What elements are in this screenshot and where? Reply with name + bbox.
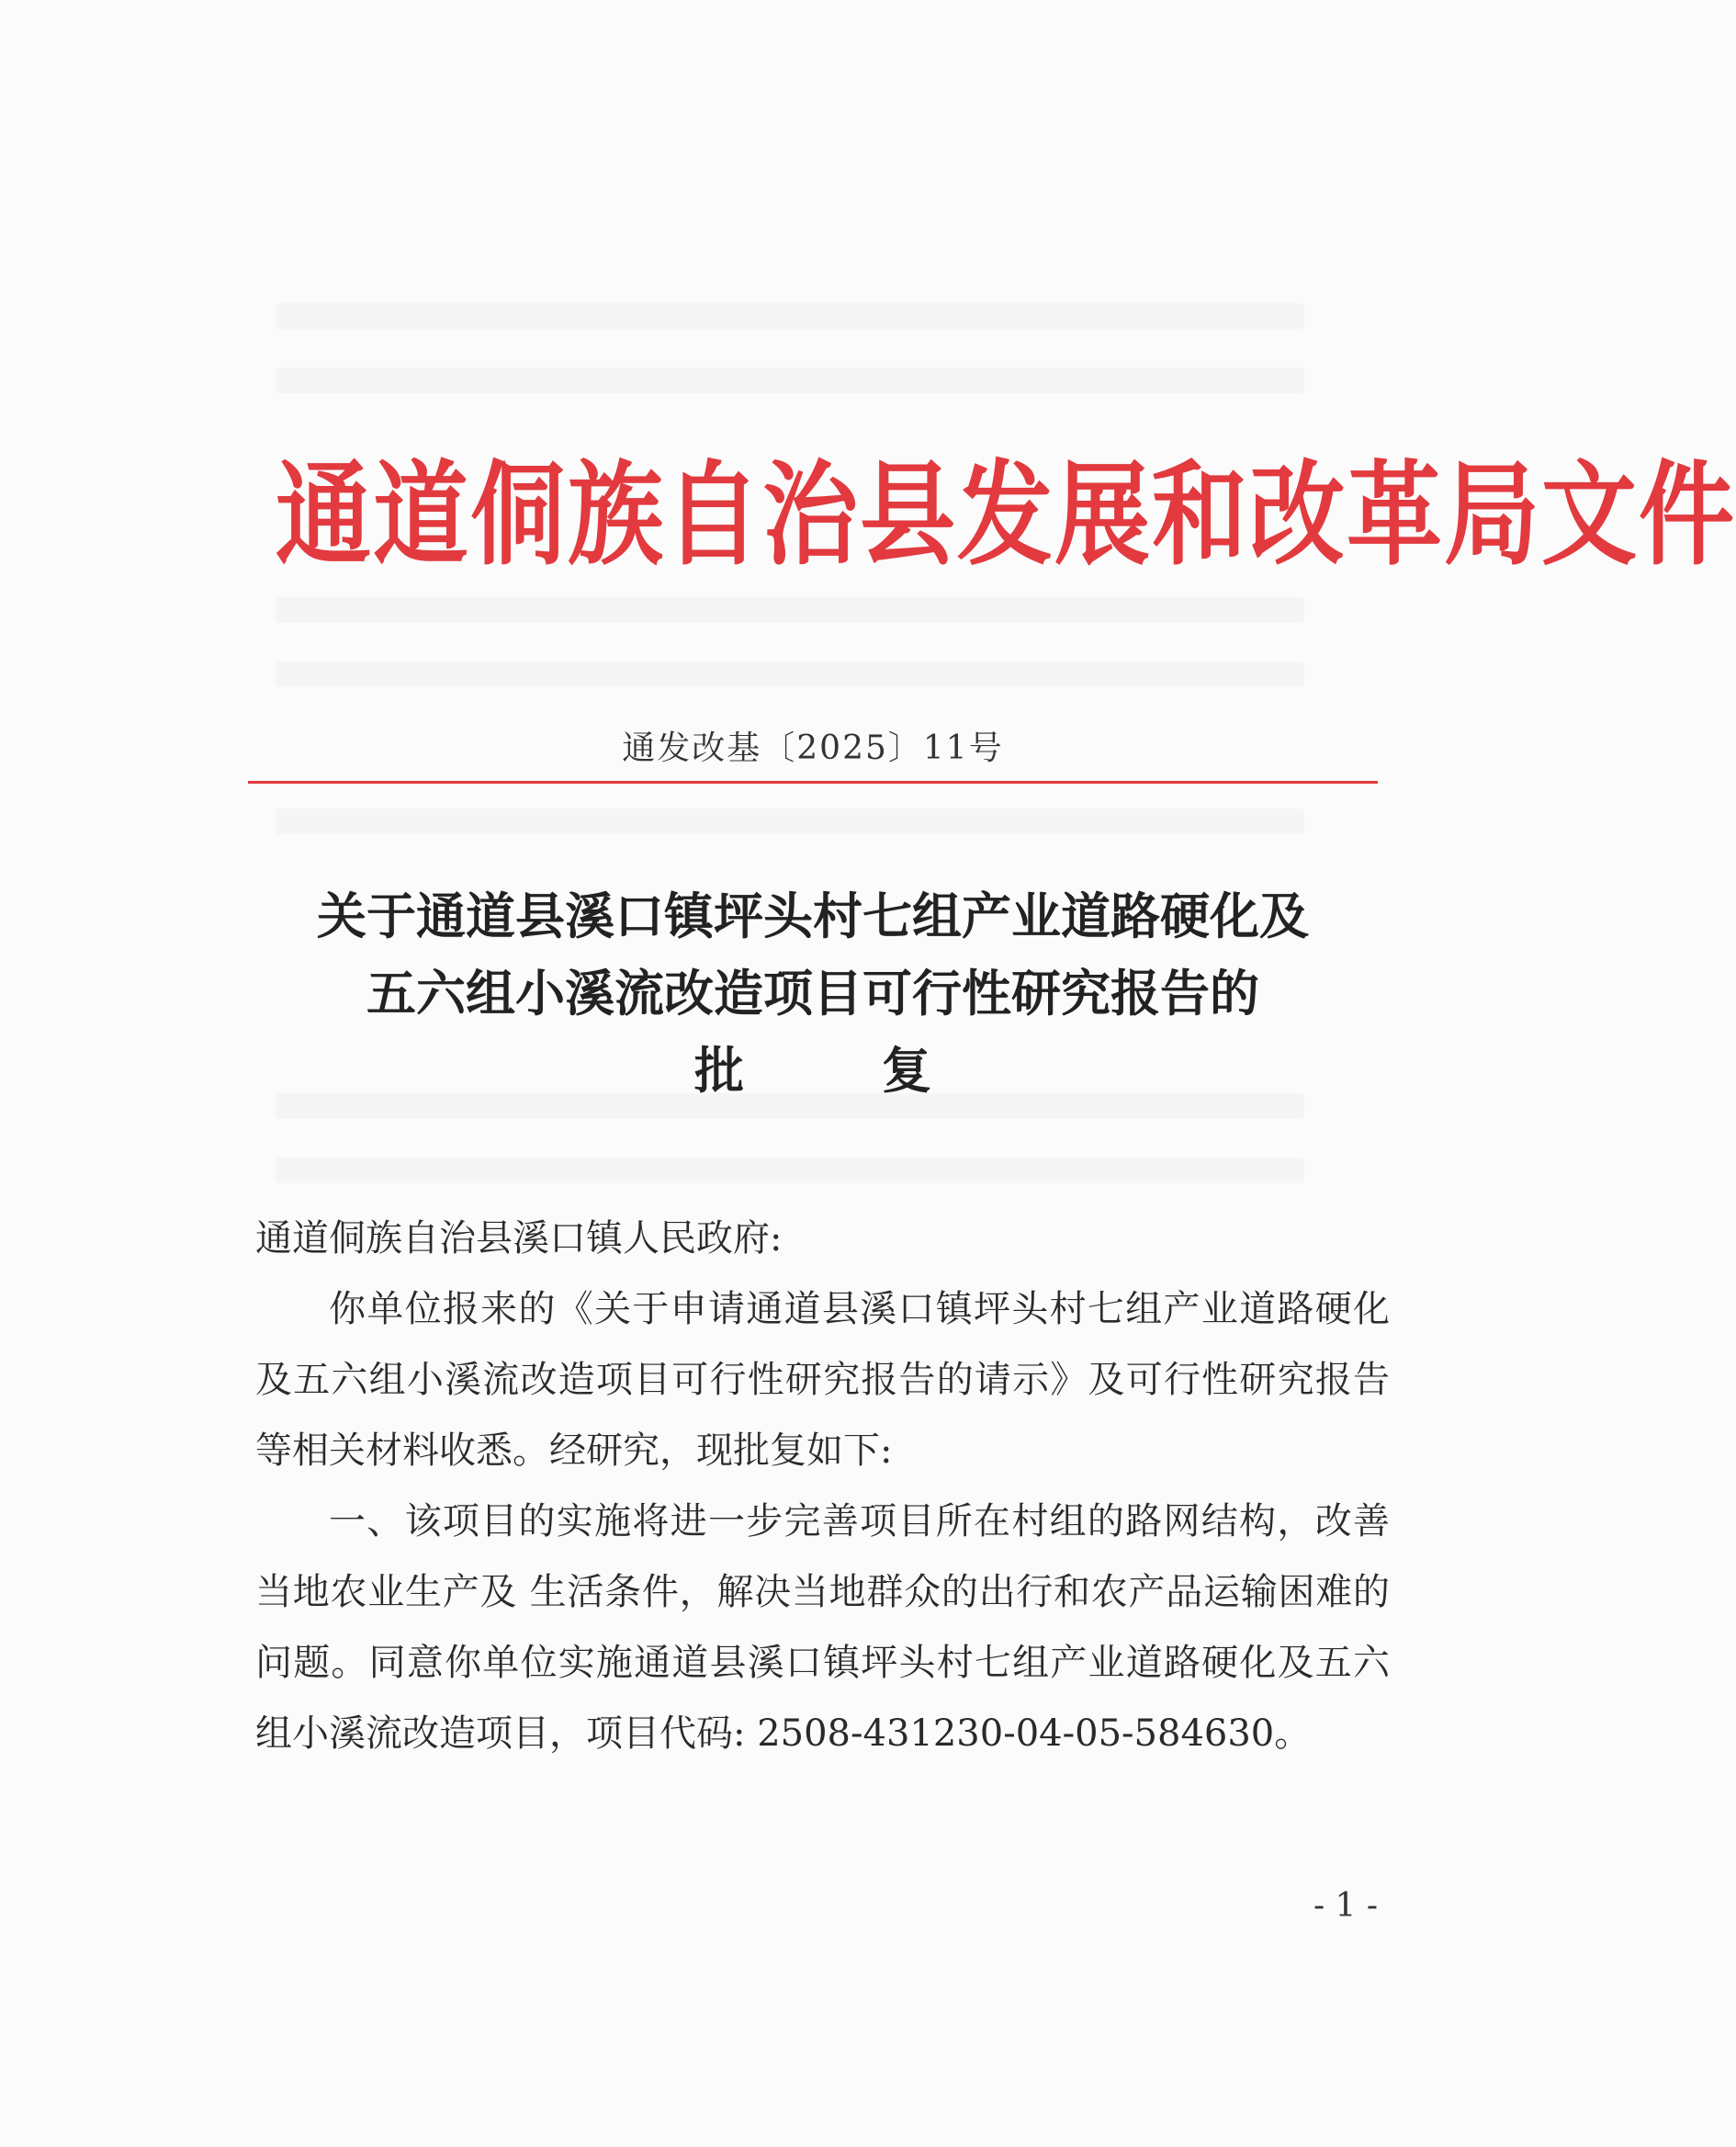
document-masthead: 通道侗族自治县发展和改革局文件 — [276, 448, 1736, 582]
red-divider-line — [248, 781, 1378, 784]
addressee: 通道侗族自治县溪口镇人民政府: — [255, 1217, 783, 1260]
body-paragraph-2: 一、该项目的实施将进一步完善项目所在村组的路网结构，改善当地农业生产及 生活条件，解决当地群众的出行和农产品运输困难的问题。同意你单位实施通道县溪口镇坪头村七组产业道路硬化及五六组小溪流改造项目，项目代码: 2508-431230-04-05-584630。 — [255, 1500, 1390, 1755]
title-line-1: 关于通道县溪口镇坪头村七组产业道路硬化及 — [317, 887, 1309, 945]
document-title — [220, 877, 1405, 1109]
show-through-line — [276, 597, 1304, 623]
show-through-line — [276, 367, 1304, 393]
document-body — [255, 1203, 1390, 1769]
title-line-2: 五六组小溪流改造项目可行性研究报告的 — [366, 964, 1259, 1023]
body-paragraph-1: 你单位报来的《关于申请通道县溪口镇坪头村七组产业道路硬化及五六组小溪流改造项目可行性研究报告的请示》及可行性研究报告等相关材料收悉。经研究，现批复如下: — [255, 1288, 1390, 1472]
show-through-line — [276, 661, 1304, 687]
title-line-3: 批复 — [694, 1041, 1069, 1100]
show-through-line — [276, 1158, 1304, 1183]
show-through-line — [276, 808, 1304, 834]
document-number: 通发改基〔2025〕11号 — [622, 729, 1004, 767]
show-through-line — [276, 303, 1304, 329]
page-number: - 1 - — [1313, 1887, 1379, 1925]
